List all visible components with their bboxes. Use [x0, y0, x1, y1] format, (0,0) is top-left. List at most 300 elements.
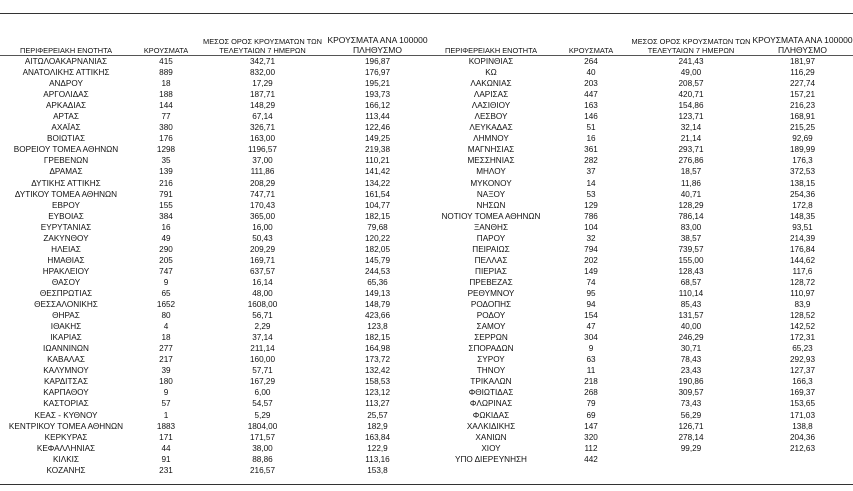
table-row — [0, 310, 430, 321]
cell-avg7: 38,57 — [680, 233, 702, 243]
cell-per100k: 182,9 — [367, 421, 388, 431]
table-row — [0, 78, 430, 89]
cell-cases: 146 — [584, 112, 598, 122]
cell-cases: 205 — [159, 255, 173, 265]
cell-per100k: 182,05 — [364, 244, 391, 254]
cell-region: ΚΩ — [485, 68, 497, 78]
cell-region: ΚΟΡΙΝΘΙΑΣ — [468, 57, 514, 67]
table-row — [430, 178, 853, 189]
table-row — [430, 211, 853, 222]
cell-region: ΘΑΣΟΥ — [51, 277, 81, 287]
table-row — [0, 277, 430, 288]
table-row — [0, 454, 430, 465]
cell-region: ΗΡΑΚΛΕΙΟΥ — [42, 266, 90, 276]
cell-avg7: 73,43 — [680, 399, 702, 409]
cell-per100k: 172,31 — [789, 333, 816, 343]
cell-cases: 16 — [161, 222, 171, 232]
header-per100k: ΚΡΟΥΣΜΑΤΑ ΑΝΑ 100000 ΠΛΗΘΥΣΜΟ — [327, 35, 428, 55]
cell-cases: 63 — [586, 355, 596, 365]
table-row — [0, 244, 430, 255]
table-row — [430, 144, 853, 155]
cell-cases: 91 — [161, 454, 171, 464]
cell-region: ΜΑΓΝΗΣΙΑΣ — [467, 145, 515, 155]
cell-per100k: 204,36 — [789, 432, 816, 442]
cell-per100k: 110,97 — [790, 289, 815, 298]
cell-region: ΚΑΣΤΟΡΙΑΣ — [43, 399, 89, 409]
cell-cases: 188 — [159, 90, 173, 100]
cell-region: ΙΚΑΡΙΑΣ — [50, 333, 82, 343]
cell-avg7: 38,00 — [252, 443, 273, 453]
cell-avg7: 11,86 — [681, 178, 701, 188]
cell-region: ΣΑΜΟΥ — [476, 322, 506, 332]
cell-per100k: 145,79 — [364, 255, 391, 265]
cell-region: ΠΑΡΟΥ — [476, 233, 506, 243]
cell-per100k: 193,73 — [364, 90, 391, 100]
cell-region: ΛΑΚΩΝΙΑΣ — [470, 79, 512, 89]
cell-region: ΡΕΘΥΜΝΟΥ — [467, 289, 515, 298]
cell-per100k: 172,8 — [792, 200, 813, 210]
cell-per100k: 127,37 — [789, 366, 816, 376]
cell-region: ΡΟΔΟΠΗΣ — [470, 300, 512, 310]
cell-cases: 268 — [584, 388, 598, 398]
table-row — [430, 288, 853, 299]
cell-region: ΦΛΩΡΙΝΑΣ — [469, 399, 513, 409]
cell-cases: 447 — [584, 90, 598, 100]
cell-per100k: 157,21 — [789, 90, 816, 100]
cell-cases: 202 — [584, 255, 598, 265]
cell-region: ΑΙΤΩΛΟΑΚΑΡΝΑΝΙΑΣ — [24, 57, 108, 67]
cell-cases: 415 — [159, 57, 173, 67]
cell-avg7: 23,43 — [680, 366, 702, 376]
header-region: ΠΕΡΙΦΕΡΕΙΑΚΗ ΕΝΟΤΗΤΑ — [445, 46, 537, 55]
cell-avg7: 739,57 — [678, 244, 704, 254]
table-row — [0, 100, 430, 111]
cell-avg7: 48,00 — [252, 289, 273, 298]
table-row — [0, 332, 430, 343]
cell-avg7: 1608,00 — [247, 300, 278, 310]
cell-cases: 180 — [159, 377, 173, 387]
cell-region: ΚΑΒΑΛΑΣ — [47, 355, 85, 365]
table-row — [0, 122, 430, 133]
cell-avg7: 30,71 — [680, 344, 702, 354]
cell-region: ΛΗΜΝΟΥ — [473, 134, 509, 144]
cell-avg7: 57,71 — [252, 366, 273, 376]
cell-avg7: 278,14 — [678, 432, 704, 442]
cell-avg7: 40,71 — [680, 189, 702, 199]
cell-cases: 282 — [584, 156, 598, 166]
cell-cases: 51 — [586, 123, 596, 133]
cell-cases: 32 — [586, 233, 596, 243]
cell-avg7: 18,57 — [680, 167, 702, 177]
cell-per100k: 215,25 — [789, 123, 816, 133]
table-row — [430, 343, 853, 354]
cell-cases: 9 — [588, 344, 594, 354]
cell-region: ΑΝΔΡΟΥ — [49, 79, 83, 89]
table-row — [430, 398, 853, 409]
cell-region: ΒΟΙΩΤΙΑΣ — [46, 134, 86, 144]
cell-region: ΙΩΑΝΝΙΝΩΝ — [43, 344, 89, 354]
cases-table-right — [430, 33, 853, 465]
cell-cases: 37 — [586, 167, 596, 177]
cell-region: ΛΕΣΒΟΥ — [474, 112, 508, 122]
cell-cases: 104 — [584, 222, 598, 232]
cell-per100k: 120,22 — [364, 233, 391, 243]
table-row — [430, 354, 853, 365]
cell-per100k: 134,22 — [364, 178, 391, 188]
cell-region: ΘΗΡΑΣ — [52, 311, 80, 321]
cell-per100k: 149,25 — [364, 134, 391, 144]
cell-avg7: 68,57 — [680, 277, 702, 287]
table-row — [430, 332, 853, 343]
cell-avg7: 169,71 — [249, 255, 276, 265]
table-row — [0, 189, 430, 200]
cell-cases: 149 — [584, 266, 598, 276]
cell-region: ΦΘΙΩΤΙΔΑΣ — [468, 388, 514, 398]
cell-cases: 65 — [161, 289, 171, 298]
cell-avg7: 747,71 — [249, 189, 276, 199]
cell-avg7: 420,71 — [678, 90, 704, 100]
cell-region: ΗΜΑΘΙΑΣ — [47, 255, 85, 265]
cell-per100k: 176,97 — [364, 68, 391, 78]
cell-avg7: 211,14 — [250, 344, 275, 354]
cell-region: ΧΑΝΙΩΝ — [475, 432, 507, 442]
cell-region: ΘΕΣΣΑΛΟΝΙΚΗΣ — [34, 300, 98, 310]
cell-avg7: 167,29 — [249, 377, 276, 387]
cell-cases: 95 — [586, 289, 596, 298]
cell-avg7: 128,43 — [678, 266, 704, 276]
cell-per100k: 92,69 — [792, 134, 813, 144]
cell-cases: 77 — [161, 112, 171, 122]
table-body-right — [430, 56, 853, 465]
table-row — [430, 376, 853, 387]
cell-cases: 47 — [586, 322, 596, 332]
table-row — [0, 200, 430, 211]
table-row — [430, 454, 853, 465]
cell-per100k: 173,72 — [364, 355, 391, 365]
cell-per100k: 123,8 — [367, 322, 388, 332]
cell-avg7: 131,57 — [678, 311, 704, 321]
table-row — [0, 222, 430, 233]
cell-per100k: 138,8 — [792, 421, 813, 431]
cell-cases: 889 — [159, 68, 173, 78]
table-row — [430, 443, 853, 454]
header-per100k: ΚΡΟΥΣΜΑΤΑ ΑΝΑ 100000 ΠΛΗΘΥΣΜΟ — [752, 35, 853, 55]
cell-region: ΒΟΡΕΙΟΥ ΤΟΜΕΑ ΑΘΗΝΩΝ — [13, 145, 119, 155]
cell-avg7: 148,29 — [249, 101, 276, 111]
cell-region: ΕΒΡΟΥ — [52, 200, 80, 210]
table-row — [0, 321, 430, 332]
cell-per100k: 182,15 — [364, 211, 391, 221]
cell-cases: 147 — [584, 421, 598, 431]
cell-region: ΑΧΑΪΑΣ — [51, 123, 81, 133]
table-row — [0, 343, 430, 354]
cell-per100k: 176,84 — [789, 244, 816, 254]
cell-per100k: 25,57 — [367, 410, 388, 420]
cell-avg7: 190,86 — [678, 377, 704, 387]
cell-avg7: 326,71 — [249, 123, 276, 133]
cell-per100k: 138,15 — [789, 178, 816, 188]
cell-region: ΣΠΟΡΑΔΩΝ — [468, 344, 514, 354]
cell-per100k: 142,52 — [789, 322, 816, 332]
cell-avg7: 216,57 — [249, 465, 276, 475]
cell-avg7: 37,00 — [252, 156, 273, 166]
cell-region: ΡΟΔΟΥ — [476, 311, 506, 321]
cell-cases: 53 — [586, 189, 596, 199]
cell-per100k: 372,53 — [789, 167, 816, 177]
cell-avg7: 78,43 — [680, 355, 702, 365]
cell-region: ΔΥΤΙΚΟΥ ΤΟΜΕΑ ΑΘΗΝΩΝ — [14, 189, 118, 199]
cell-cases: 144 — [159, 101, 173, 111]
cell-cases: 80 — [161, 311, 171, 321]
table-row — [0, 178, 430, 189]
cell-avg7: 111,86 — [250, 167, 275, 177]
table-row — [430, 122, 853, 133]
cell-per100k: 148,35 — [789, 211, 816, 221]
cell-region: ΠΕΛΛΑΣ — [474, 255, 508, 265]
cell-avg7: 50,43 — [252, 233, 273, 243]
cell-avg7: 21,14 — [680, 134, 702, 144]
table-row — [430, 266, 853, 277]
cell-region: ΘΕΣΠΡΩΤΙΑΣ — [39, 289, 93, 298]
cell-avg7: 171,57 — [249, 432, 276, 442]
header-avg7: ΜΕΣΟΣ ΟΡΟΣ ΚΡΟΥΣΜΑΤΩΝ ΤΩΝ ΤΕΛΕΥΤΑΙΩΝ 7 ΗΜΕΡΩΝ — [203, 37, 322, 55]
cell-cases: 794 — [584, 244, 598, 254]
cell-avg7: 67,14 — [252, 112, 273, 122]
cell-cases: 69 — [586, 410, 596, 420]
cell-avg7: 208,57 — [678, 79, 704, 89]
cell-per100k: 132,42 — [364, 366, 391, 376]
cell-avg7: 241,43 — [678, 57, 704, 67]
cell-avg7: 6,00 — [254, 388, 271, 398]
cell-cases: 747 — [159, 266, 173, 276]
cell-avg7: 32,14 — [680, 123, 702, 133]
cases-table-left — [0, 33, 430, 476]
cell-per100k: 79,68 — [367, 222, 388, 232]
cell-avg7: 54,57 — [252, 399, 273, 409]
table-row — [0, 255, 430, 266]
cell-cases: 442 — [584, 454, 598, 464]
table-row — [0, 266, 430, 277]
cell-per100k: 216,23 — [789, 101, 816, 111]
table-row — [0, 398, 430, 409]
header-cases: ΚΡΟΥΣΜΑΤΑ — [143, 46, 189, 55]
cell-per100k: 141,42 — [364, 167, 391, 177]
cell-avg7: 88,86 — [252, 454, 273, 464]
cell-avg7: 16,14 — [252, 277, 273, 287]
cell-region: ΝΗΣΩΝ — [476, 200, 506, 210]
table-row — [430, 67, 853, 78]
cell-cases: 44 — [161, 443, 171, 453]
cell-per100k: 149,13 — [364, 289, 391, 298]
table-row — [0, 421, 430, 432]
cell-cases: 231 — [159, 465, 173, 475]
table-row — [430, 100, 853, 111]
cell-per100k: 128,72 — [789, 277, 816, 287]
cell-region: ΓΡΕΒΕΝΩΝ — [43, 156, 89, 166]
cell-cases: 290 — [159, 244, 173, 254]
cell-cases: 176 — [159, 134, 173, 144]
cell-region: ΠΕΙΡΑΙΩΣ — [472, 244, 510, 254]
cell-per100k: 244,53 — [364, 266, 391, 276]
cell-region: ΣΥΡΟΥ — [477, 355, 505, 365]
cell-avg7: 16,00 — [252, 222, 273, 232]
bottom-rule — [0, 484, 853, 485]
cell-avg7: 1804,00 — [247, 421, 278, 431]
cell-region: ΜΗΛΟΥ — [476, 167, 506, 177]
cell-cases: 217 — [159, 355, 173, 365]
cell-cases: 39 — [161, 366, 171, 376]
table-row — [0, 67, 430, 78]
cell-cases: 94 — [586, 300, 596, 310]
cell-per100k: 169,37 — [789, 388, 816, 398]
cell-region: ΦΩΚΙΔΑΣ — [472, 410, 510, 420]
cell-region: ΚΕΡΚΥΡΑΣ — [44, 432, 88, 442]
cell-avg7: 56,71 — [252, 311, 273, 321]
cell-cases: 155 — [159, 200, 173, 210]
cell-region: ΚΕΑΣ - ΚΥΘΝΟΥ — [34, 410, 98, 420]
cell-region: ΧΙΟΥ — [481, 443, 501, 453]
cell-per100k: 113,16 — [365, 454, 390, 464]
cell-cases: 139 — [159, 167, 173, 177]
cell-avg7: 37,14 — [252, 333, 273, 343]
cell-region: ΠΡΕΒΕΖΑΣ — [469, 277, 513, 287]
cell-region: ΑΡΓΟΛΙΔΑΣ — [43, 90, 89, 100]
cell-avg7: 365,00 — [249, 211, 276, 221]
table-row — [430, 310, 853, 321]
cell-avg7: 128,29 — [678, 200, 704, 210]
table-row — [430, 166, 853, 177]
cell-cases: 9 — [163, 277, 169, 287]
cell-avg7: 40,00 — [680, 322, 702, 332]
cell-cases: 16 — [586, 134, 596, 144]
cell-avg7: 170,43 — [249, 200, 276, 210]
cell-per100k: 153,8 — [367, 465, 388, 475]
cell-region: ΑΡΤΑΣ — [53, 112, 79, 122]
cell-region: ΕΥΒΟΙΑΣ — [48, 211, 84, 221]
cell-per100k: 196,87 — [364, 57, 391, 67]
table-row — [430, 244, 853, 255]
cell-per100k: 158,53 — [364, 377, 391, 387]
cell-per100k: 122,46 — [364, 123, 391, 133]
cell-cases: 79 — [586, 399, 596, 409]
table-row — [0, 56, 430, 68]
table-row — [430, 299, 853, 310]
cell-region: ΞΑΝΘΗΣ — [473, 222, 509, 232]
cell-avg7: 17,29 — [252, 79, 273, 89]
cell-cases: 57 — [161, 399, 171, 409]
cell-cases: 1 — [163, 410, 169, 420]
cell-region: ΚΕΦΑΛΛΗΝΙΑΣ — [36, 443, 96, 453]
table-row — [0, 89, 430, 100]
cell-cases: 791 — [159, 189, 173, 199]
cell-per100k: 113,44 — [365, 112, 390, 122]
table-row — [430, 365, 853, 376]
cell-cases: 154 — [584, 311, 598, 321]
table-row — [430, 277, 853, 288]
cell-cases: 320 — [584, 432, 598, 442]
cell-cases: 11 — [586, 366, 596, 376]
table-row — [0, 465, 430, 476]
table-row — [430, 410, 853, 421]
cell-region: ΤΡΙΚΑΛΩΝ — [470, 377, 512, 387]
cell-per100k: 104,77 — [364, 200, 391, 210]
cell-cases: 380 — [159, 123, 173, 133]
cell-region: ΚΑΛΥΜΝΟΥ — [43, 366, 89, 376]
cell-cases: 218 — [584, 377, 598, 387]
table-row — [0, 443, 430, 454]
table-header-row — [430, 33, 853, 56]
table-row — [430, 421, 853, 432]
table-row — [0, 144, 430, 155]
table-row — [0, 166, 430, 177]
cell-per100k: 122,9 — [367, 443, 388, 453]
cell-per100k: 292,93 — [789, 355, 816, 365]
cell-cases: 18 — [161, 79, 171, 89]
cell-per100k: 113,27 — [365, 399, 390, 409]
table-header-row — [0, 33, 430, 56]
table-row — [430, 255, 853, 266]
cell-cases: 304 — [584, 333, 598, 343]
cell-region: ΚΕΝΤΡΙΚΟΥ ΤΟΜΕΑ ΑΘΗΝΩΝ — [8, 421, 124, 431]
table-row — [430, 200, 853, 211]
cell-cases: 129 — [584, 200, 598, 210]
cell-region: ΚΑΡΔΙΤΣΑΣ — [43, 377, 89, 387]
cell-avg7: 832,00 — [249, 68, 276, 78]
cell-cases: 203 — [584, 79, 598, 89]
cell-per100k: 153,65 — [789, 399, 816, 409]
cell-per100k: 83,9 — [794, 300, 811, 310]
table-row — [0, 387, 430, 398]
cell-cases: 1883 — [156, 421, 176, 431]
cell-per100k: 219,38 — [364, 145, 391, 155]
cell-avg7: 154,86 — [678, 101, 704, 111]
cell-avg7: 1196,57 — [248, 145, 277, 155]
cell-per100k: 65,36 — [367, 277, 388, 287]
cell-cases: 49 — [161, 233, 171, 243]
cell-region: ΑΝΑΤΟΛΙΚΗΣ ΑΤΤΙΚΗΣ — [22, 68, 110, 78]
cell-region: ΝΟΤΙΟΥ ΤΟΜΕΑ ΑΘΗΝΩΝ — [441, 211, 541, 221]
cell-avg7: 126,71 — [678, 421, 704, 431]
cell-per100k: 195,21 — [364, 79, 391, 89]
cell-per100k: 163,84 — [364, 432, 391, 442]
table-row — [0, 376, 430, 387]
cell-cases: 14 — [586, 178, 596, 188]
cell-cases: 786 — [584, 211, 598, 221]
table-row — [430, 189, 853, 200]
table-row — [430, 387, 853, 398]
cell-per100k: 116,29 — [790, 68, 815, 78]
cell-avg7: 2,29 — [254, 322, 271, 332]
cell-region: ΛΑΣΙΘΙΟΥ — [471, 101, 511, 111]
cell-region: ΕΥΡΥΤΑΝΙΑΣ — [40, 222, 92, 232]
cell-cases: 163 — [584, 101, 598, 111]
cell-cases: 40 — [586, 68, 596, 78]
cell-per100k: 189,99 — [789, 145, 816, 155]
cell-region: ΔΥΤΙΚΗΣ ΑΤΤΙΚΗΣ — [31, 178, 101, 188]
table-row — [0, 365, 430, 376]
cell-cases: 384 — [159, 211, 173, 221]
cell-avg7: 246,29 — [678, 333, 704, 343]
cell-per100k: 423,66 — [364, 311, 391, 321]
cell-cases: 9 — [163, 388, 169, 398]
cell-avg7: 342,71 — [249, 57, 276, 67]
table-row — [430, 432, 853, 443]
cell-avg7: 99,29 — [680, 443, 702, 453]
header-avg7: ΜΕΣΟΣ ΟΡΟΣ ΚΡΟΥΣΜΑΤΩΝ ΤΩΝ ΤΕΛΕΥΤΑΙΩΝ 7 ΗΜΕΡΩΝ — [631, 37, 751, 55]
cell-cases: 74 — [586, 277, 596, 287]
table-row — [430, 111, 853, 122]
cell-avg7: 208,29 — [249, 178, 276, 188]
